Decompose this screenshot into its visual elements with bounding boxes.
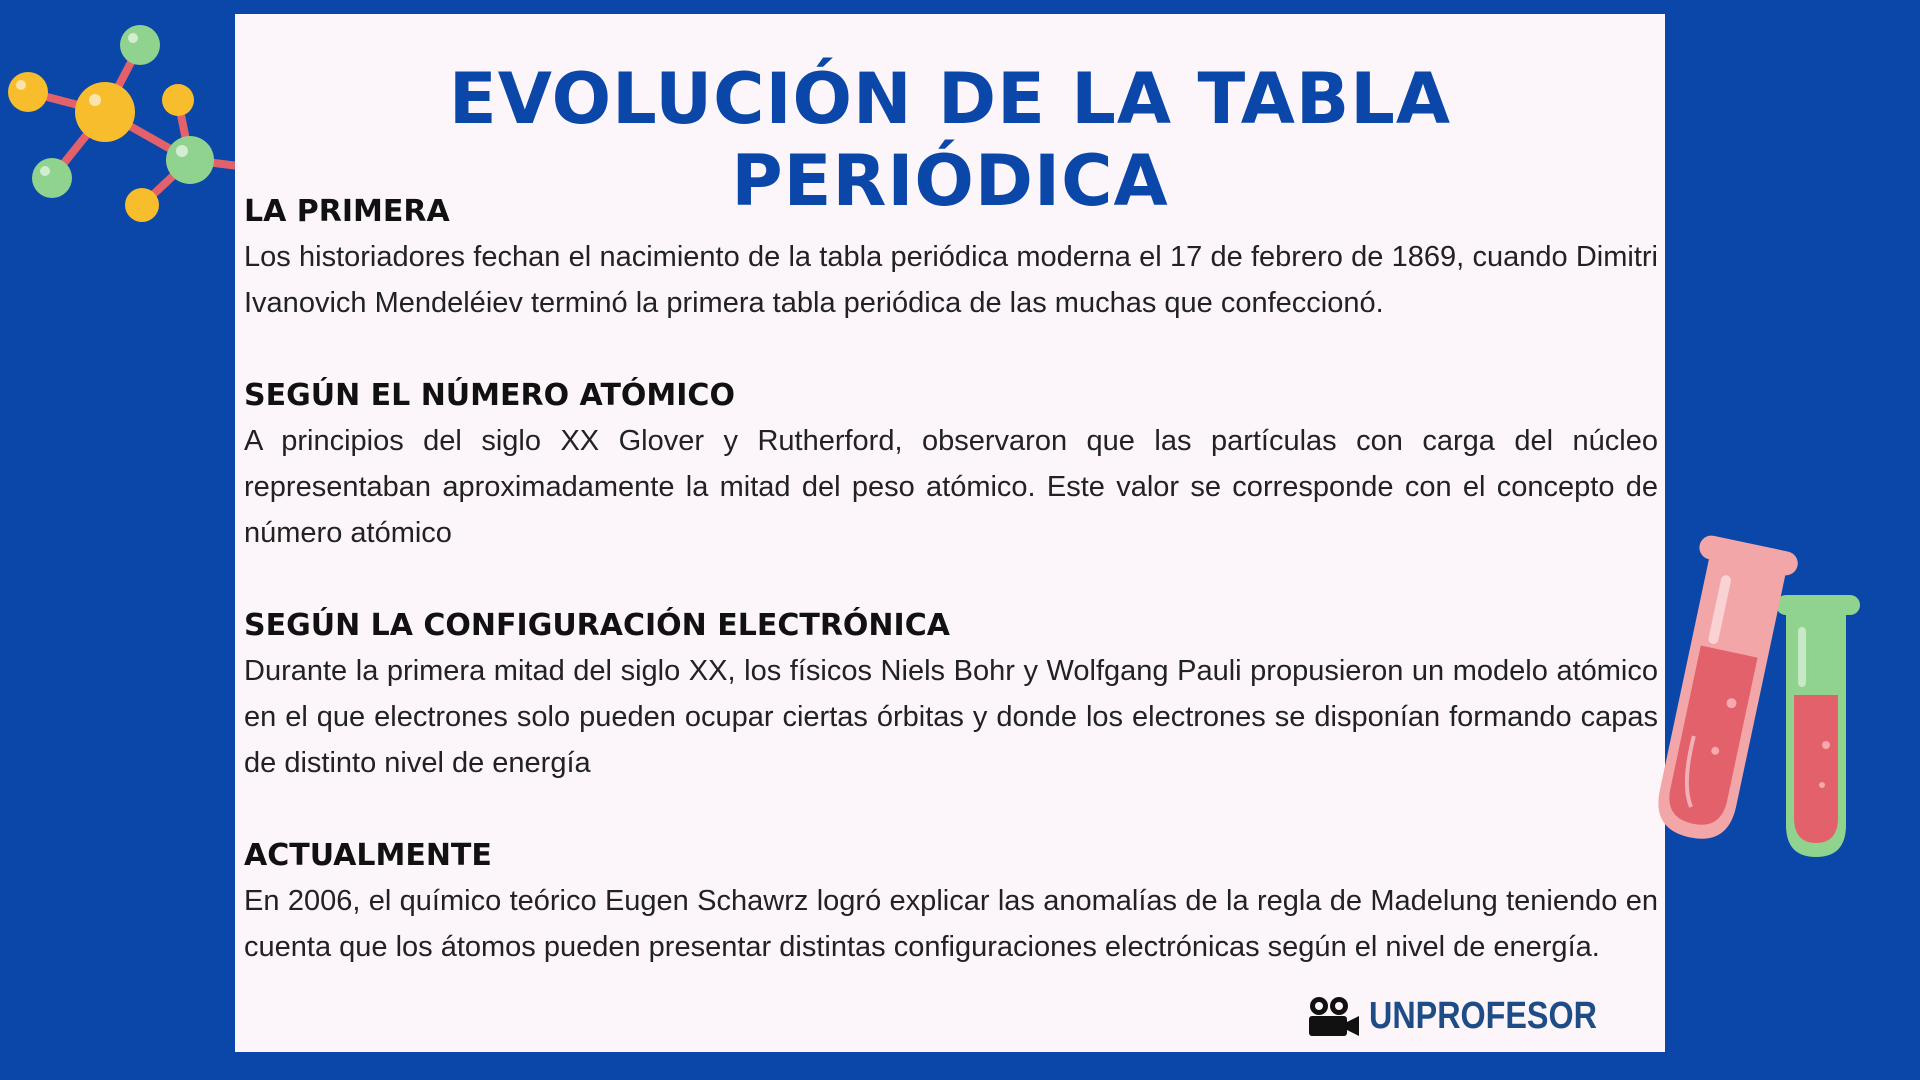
section-body: Los historiadores fechan el nacimiento de la tabla periódica moderna el 17 de febrero de 1869, cuando Dimitri Ivanovich Mendeléiev terminó la primera tabla periódica de las muchas que confeccionó. [244,241,1658,319]
section-la-primera [244,190,1658,326]
content-card [235,14,1665,1052]
unprofesor-logo [1307,995,1637,1038]
section-configuracion-electronica [244,604,1658,786]
section-heading: LA PRIMERA [244,194,450,229]
logo-text: UNPROFESOR [1368,995,1597,1037]
page-title: EVOLUCIÓN DE LA TABLA PERIÓDICA [448,58,1452,222]
section-body: A principios del siglo XX Glover y Rutherford, observaron que las partículas con carga del núcleo representaban aproximadamente la mitad del peso atómico. Este valor se corresponde con el concepto de número atómico [244,425,1658,549]
section-heading: SEGÚN EL NÚMERO ATÓMICO [244,378,735,413]
section-heading: SEGÚN LA CONFIGURACIÓN ELECTRÓNICA [244,608,950,643]
section-numero-atomico [244,374,1658,556]
camera-icon [1307,996,1361,1038]
section-actualmente [244,834,1658,970]
section-body: En 2006, el químico teórico Eugen Schawrz logró explicar las anomalías de la regla de Madelung teniendo en cuenta que los átomos pueden presentar distintas configuraciones electrónicas según el nivel de energía. [244,885,1658,963]
test-tubes-icon [1650,535,1870,865]
section-body: Durante la primera mitad del siglo XX, los físicos Niels Bohr y Wolfgang Pauli propusieron un modelo atómico en el que electrones solo pueden ocupar ciertas órbitas y donde los electrones se disponían formando capas de distinto nivel de energía [244,655,1658,779]
section-heading: ACTUALMENTE [244,838,492,873]
